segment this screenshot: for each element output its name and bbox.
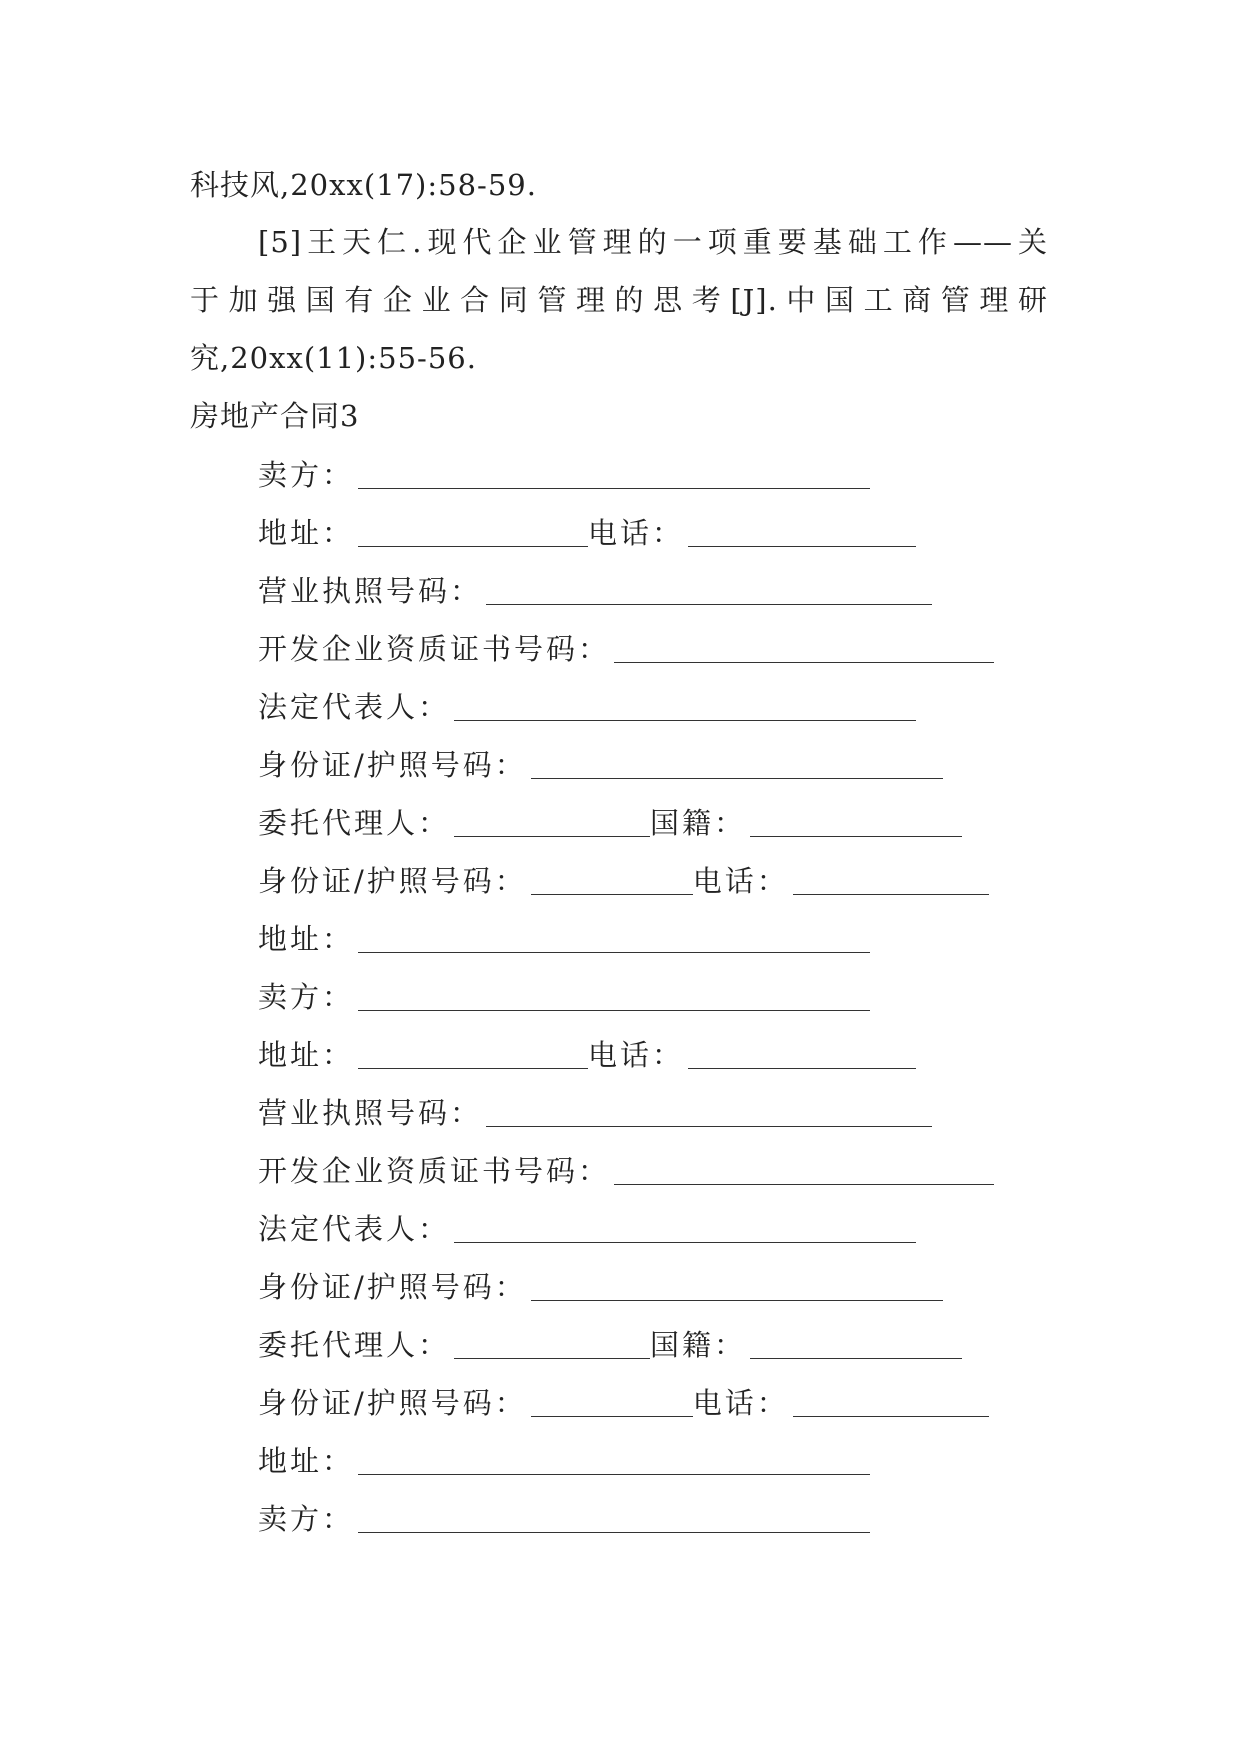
agent-nationality-row bbox=[258, 803, 962, 843]
legal-rep-label: 法定代表人： bbox=[258, 1212, 451, 1246]
seller-label: 卖方： bbox=[258, 458, 355, 492]
qualification-blank bbox=[614, 632, 994, 663]
seller-row bbox=[258, 455, 870, 495]
seller-blank bbox=[358, 980, 870, 1011]
id-passport-label: 身份证/护照号码： bbox=[258, 748, 527, 782]
phone-blank bbox=[688, 1038, 916, 1069]
id-passport-label: 身份证/护照号码： bbox=[258, 1270, 527, 1304]
reference-4-tail: 科技风,20xx(17):58-59. bbox=[190, 168, 537, 202]
seller-label: 卖方： bbox=[258, 1502, 355, 1536]
nationality-label: 国籍： bbox=[650, 1328, 747, 1362]
seller-row bbox=[258, 977, 870, 1017]
address-blank bbox=[358, 516, 588, 547]
section-title: 房地产合同3 bbox=[190, 399, 360, 433]
agent-phone-label: 电话： bbox=[692, 864, 789, 898]
qualification-blank bbox=[614, 1154, 994, 1185]
seller-row bbox=[258, 1499, 870, 1539]
qualification-row bbox=[258, 1151, 994, 1191]
agent-label: 委托代理人： bbox=[258, 1328, 451, 1362]
reference-5-line-3: 究,20xx(11):55-56. bbox=[190, 341, 477, 375]
seller-blank bbox=[358, 458, 870, 489]
address-phone-row bbox=[258, 513, 916, 553]
nationality-label: 国籍： bbox=[650, 806, 747, 840]
qualification-label: 开发企业资质证书号码： bbox=[258, 632, 611, 666]
agent-id-phone-row bbox=[258, 1383, 989, 1423]
legal-rep-row bbox=[258, 687, 916, 727]
license-blank bbox=[486, 1096, 932, 1127]
agent-blank bbox=[454, 806, 650, 837]
address-label: 地址： bbox=[258, 516, 355, 550]
agent-blank bbox=[454, 1328, 650, 1359]
nationality-blank bbox=[750, 1328, 962, 1359]
agent-phone-blank bbox=[793, 1386, 989, 1417]
agent-address-label: 地址： bbox=[258, 1444, 355, 1478]
agent-phone-label: 电话： bbox=[692, 1386, 789, 1420]
agent-id-phone-row bbox=[258, 861, 989, 901]
agent-address-row bbox=[258, 919, 870, 959]
agent-address-label: 地址： bbox=[258, 922, 355, 956]
reference-5-line-1: [5]王天仁.现代企业管理的一项重要基础工作——关 bbox=[258, 225, 1048, 259]
address-blank bbox=[358, 1038, 588, 1069]
legal-rep-blank bbox=[454, 1212, 916, 1243]
seller-blank bbox=[358, 1502, 870, 1533]
agent-id-label: 身份证/护照号码： bbox=[258, 1386, 527, 1420]
phone-label: 电话： bbox=[588, 516, 685, 550]
address-label: 地址： bbox=[258, 1038, 355, 1072]
license-label: 营业执照号码： bbox=[258, 1096, 483, 1130]
nationality-blank bbox=[750, 806, 962, 837]
reference-5-line-2: 于加强国有企业合同管理的思考[J].中国工商管理研 bbox=[190, 283, 1048, 317]
address-phone-row bbox=[258, 1035, 916, 1075]
license-row bbox=[258, 571, 932, 611]
agent-address-row bbox=[258, 1441, 870, 1481]
id-passport-blank bbox=[531, 748, 943, 779]
agent-address-blank bbox=[358, 1444, 870, 1475]
agent-label: 委托代理人： bbox=[258, 806, 451, 840]
qualification-row bbox=[258, 629, 994, 669]
legal-rep-blank bbox=[454, 690, 916, 721]
qualification-label: 开发企业资质证书号码： bbox=[258, 1154, 611, 1188]
id-passport-row bbox=[258, 1267, 943, 1307]
agent-id-blank bbox=[531, 1386, 693, 1417]
legal-rep-label: 法定代表人： bbox=[258, 690, 451, 724]
agent-id-label: 身份证/护照号码： bbox=[258, 864, 527, 898]
legal-rep-row bbox=[258, 1209, 916, 1249]
id-passport-row bbox=[258, 745, 943, 785]
agent-id-blank bbox=[531, 864, 693, 895]
license-row bbox=[258, 1093, 932, 1133]
agent-phone-blank bbox=[793, 864, 989, 895]
phone-label: 电话： bbox=[588, 1038, 685, 1072]
agent-nationality-row bbox=[258, 1325, 962, 1365]
license-label: 营业执照号码： bbox=[258, 574, 483, 608]
agent-address-blank bbox=[358, 922, 870, 953]
phone-blank bbox=[688, 516, 916, 547]
license-blank bbox=[486, 574, 932, 605]
id-passport-blank bbox=[531, 1270, 943, 1301]
seller-label: 卖方： bbox=[258, 980, 355, 1014]
